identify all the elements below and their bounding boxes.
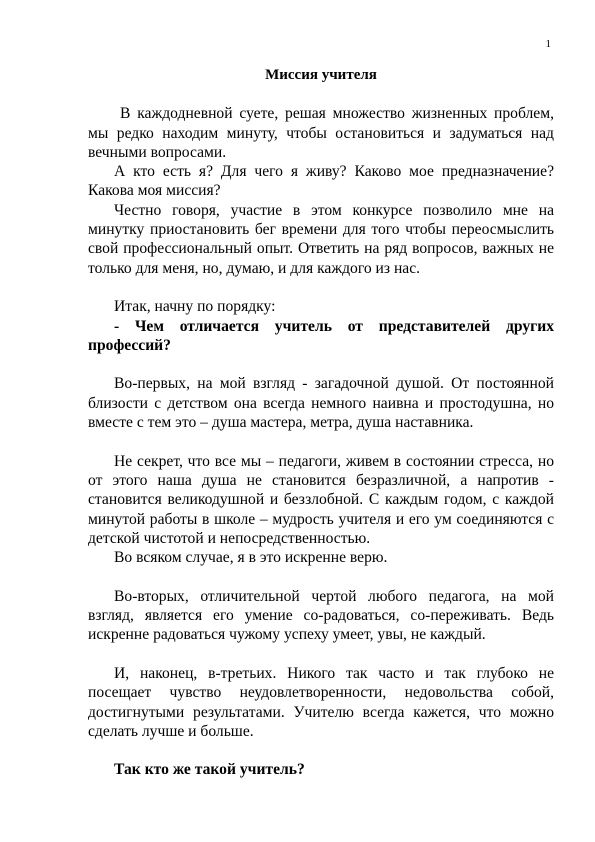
paragraph-third: И, наконец, в-третьих. Никого так часто и так глубоко не посещает чувство неудовлетворенности, недовольства собой, достигнутыми результатами. Учителю всегда кажется, что можно сделать лучше и больше. — [88, 664, 554, 740]
paragraph-first: Во-первых, на мой взгляд - загадочной душой. От постоянной близости с детством она всегда немного наивна и простодушна, но вместе с тем это – душа мастера, метра, душа наставника. — [88, 375, 554, 432]
document-title: Миссия учителя — [265, 67, 377, 83]
paragraph-second: Во-вторых, отличительной чертой любого педагога, на мой взгляд, является его умение со-радоваться, со-переживать. Ведь искренне радоваться чужому успеху умеет, увы, не каждый. — [88, 587, 554, 644]
spacer — [88, 432, 554, 451]
spacer — [88, 278, 554, 297]
paragraph-contest: Честно говоря, участие в этом конкурсе позволило мне на минутку приостановить бег времени для того чтобы переосмыслить свой профессиональный опыт. Ответить на ряд вопросов, важных не только для меня, но, думаю, и для каждого из нас. — [88, 201, 554, 277]
spacer — [88, 355, 554, 374]
question-heading-1: - Чем отличается учитель от представителей других профессий? — [88, 317, 554, 354]
paragraph-questions: А кто есть я? Для чего я живу? Каково мое предназначение? Какова моя миссия? — [88, 163, 554, 200]
paragraph-stress: Не секрет, что все мы – педагоги, живем в состоянии стресса, но от этого наша душа не становится безразличной, а напротив - становится великодушной и беззлобной. С каждым годом, с каждой минутой работы в школе – мудрость учителя и его ум соединяются с детской чистотой и непосредственностью. — [88, 452, 554, 547]
paragraph-intro: В каждодневной суете, решая множество жизненных проблем, мы редко находим минуту, чтобы остановиться и задуматься над вечными вопросами. — [88, 105, 554, 161]
spacer — [88, 741, 554, 760]
document-body — [88, 66, 554, 780]
spacer — [88, 645, 554, 664]
spacer — [88, 567, 554, 586]
question-heading-2: Так кто же такой учитель? — [114, 761, 305, 779]
paragraph-order: Итак, начну по порядку: — [114, 298, 276, 316]
page-number: 1 — [545, 38, 551, 50]
paragraph-belief: Во всяком случае, я в это искренне верю. — [114, 549, 388, 567]
